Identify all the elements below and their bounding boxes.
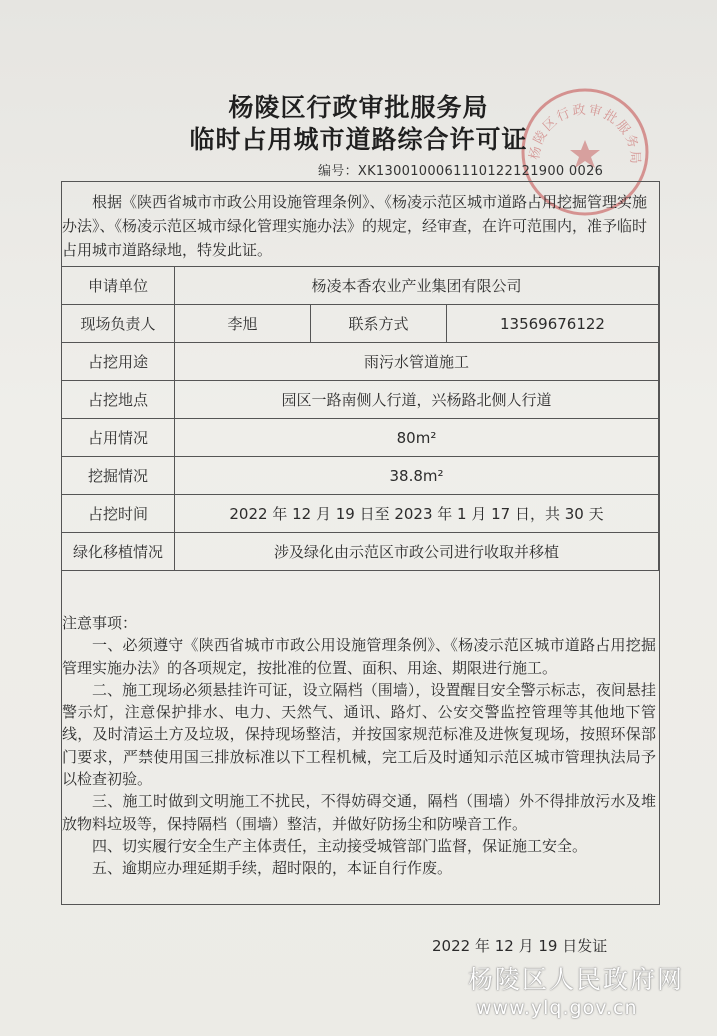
location-value: 园区一路南侧人行道，兴杨路北侧人行道	[175, 381, 659, 419]
green-value: 涉及绿化由示范区市政公司进行收取并移植	[175, 533, 659, 571]
table-row	[62, 533, 659, 571]
occupy-label: 占用情况	[62, 419, 175, 457]
applicant-value: 杨凌本香农业产业集团有限公司	[175, 267, 659, 305]
time-label: 占挖时间	[62, 495, 175, 533]
notes-section	[62, 612, 656, 880]
intro-paragraph: 根据《陕西省城市市政公用设施管理条例》、《杨凌示范区城市道路占用挖掘管理实施办法》、《杨凌示范区城市绿化管理实施办法》的规定，经审查，在许可范围内，准予临时占用城市道路绿地，特发此证。	[62, 193, 648, 259]
table-row	[62, 305, 659, 343]
issuing-authority: 杨陵区行政审批服务局	[228, 93, 489, 122]
notes-heading: 注意事项：	[62, 614, 138, 632]
manager-value: 李旭	[175, 305, 311, 343]
issue-date: 2022 年 12 月 19 日发证	[432, 937, 608, 955]
table-row	[62, 343, 659, 381]
seal-text: 杨陵区行政审批服务局	[527, 102, 643, 167]
note-item-2: 二、施工现场必须悬挂许可证，设立隔档（围墙），设置醒目安全警示标志，夜间悬挂警示灯，注意保护排水、电力、天然气、通讯、路灯、公安交警监控管理等其他地下管线，及时清运土方及垃圾，保持现场整洁，并按国家规范标准及进恢复现场，按照环保部门要求，严禁使用国三排放标准以下工程机械，完工后及时通知示范区城市管理执法局予以检查初验。	[62, 680, 656, 789]
permit-table	[61, 266, 659, 571]
watermark-site-name: 杨陵区人民政府网	[468, 965, 685, 994]
purpose-value: 雨污水管道施工	[175, 343, 659, 381]
table-row	[62, 495, 659, 533]
serial-label: 编号：	[318, 164, 358, 179]
contact-value: 13569676122	[447, 305, 659, 343]
note-item-3: 三、施工时做到文明施工不扰民，不得妨碍交通，隔档（围墙）外不得排放污水及堆放物料垃圾等，保持隔档（围墙）整洁，并做好防扬尘和防噪音工作。	[62, 792, 656, 833]
dig-label: 挖掘情况	[62, 457, 175, 495]
document-title: 临时占用城市道路综合许可证	[189, 125, 528, 154]
occupy-value: 80m²	[175, 419, 659, 457]
serial-value: XK1300100061110122121900 0026	[357, 164, 604, 179]
note-item-5: 五、逾期应办理延期手续，超时限的，本证自行作废。	[92, 859, 453, 878]
table-row	[62, 457, 659, 495]
green-label: 绿化移植情况	[62, 533, 175, 571]
table-row	[62, 381, 659, 419]
note-item-1: 一、必须遵守《陕西省城市市政公用设施管理条例》、《杨凌示范区城市道路占用挖掘管理实施办法》的各项规定，按批准的位置、面积、用途、期限进行施工。	[62, 636, 656, 677]
table-row	[62, 419, 659, 457]
manager-label: 现场负责人	[62, 305, 175, 343]
watermark-url: www.ylq.gov.cn	[476, 997, 638, 1019]
note-item-4: 四、切实履行安全生产主体责任，主动接受城管部门监督，保证施工安全。	[92, 836, 588, 855]
serial-number	[318, 160, 603, 179]
purpose-label: 占挖用途	[62, 343, 175, 381]
table-row	[62, 267, 659, 305]
applicant-label: 申请单位	[62, 267, 175, 305]
time-value: 2022 年 12 月 19 日至 2023 年 1 月 17 日，共 30 天	[175, 495, 659, 533]
location-label: 占挖地点	[62, 381, 175, 419]
contact-label: 联系方式	[311, 305, 447, 343]
dig-value: 38.8m²	[175, 457, 659, 495]
